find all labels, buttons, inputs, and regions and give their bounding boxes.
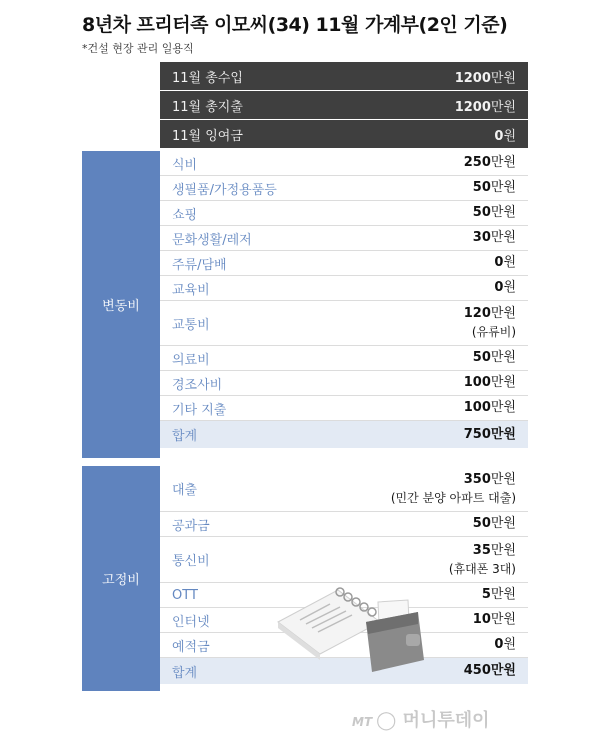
table-row (160, 276, 528, 301)
summary-value: 1200만원 (454, 70, 516, 86)
row-label: 기타 지출 (172, 402, 227, 418)
fixed-cost-label: 고정비 (82, 466, 160, 691)
table-row (160, 537, 528, 583)
row-label: 경조사비 (172, 377, 223, 393)
total-row (160, 421, 528, 448)
total-label: 합계 (172, 665, 198, 681)
row-label: 쇼핑 (172, 207, 198, 223)
row-value: 10만원 (472, 612, 516, 627)
summary-value: 1200만원 (454, 99, 516, 115)
summary-row-income (160, 62, 528, 90)
table-row (160, 201, 528, 226)
wallet-icon (366, 600, 424, 672)
row-note: (민간 분양 아파트 대출) (390, 490, 516, 505)
row-label: 인터넷 (172, 614, 210, 630)
table-row (160, 396, 528, 421)
logo-name: 머니투데이 (402, 710, 490, 731)
page-subtitle: *건설 현장 관리 일용직 (82, 42, 194, 55)
table-row (160, 176, 528, 201)
summary-row-surplus (160, 120, 528, 148)
summary-table (160, 62, 528, 149)
row-value: 250만원 (463, 155, 516, 170)
table-row (160, 301, 528, 346)
row-value: 350만원 (민간 분양 아파트 대출) (390, 471, 516, 505)
notebook-icon (278, 588, 380, 660)
row-value: 30만원 (472, 230, 516, 245)
total-label: 합계 (172, 429, 198, 444)
table-row (160, 371, 528, 396)
logo-swoosh-icon: ◯ (376, 710, 397, 731)
row-value: 100만원 (463, 400, 516, 415)
row-label: 식비 (172, 157, 198, 173)
summary-label: 11월 총지출 (172, 99, 243, 115)
row-value: 0원 (494, 280, 516, 295)
variable-cost-section (82, 151, 528, 458)
row-value: 0원 (494, 255, 516, 270)
row-value: 50만원 (472, 516, 516, 531)
row-value: 50만원 (472, 350, 516, 365)
row-value: 50만원 (472, 205, 516, 220)
row-label: 교육비 (172, 282, 210, 298)
row-label: OTT (172, 587, 198, 603)
variable-cost-rows (160, 151, 528, 448)
row-label: 교통비 (172, 317, 210, 333)
table-row (160, 151, 528, 176)
publisher-logo (352, 706, 490, 732)
page-title: 8년차 프리터족 이모씨(34) 11월 가계부(2인 기준) (82, 14, 508, 36)
row-label: 통신비 (172, 554, 210, 569)
table-row (160, 346, 528, 371)
notebook-wallet-illustration (268, 582, 438, 674)
row-label: 문화생활/레저 (172, 232, 252, 248)
row-value: 100만원 (463, 375, 516, 390)
table-row (160, 466, 528, 512)
row-label: 예적금 (172, 639, 210, 655)
summary-label: 11월 잉여금 (172, 128, 243, 144)
row-value: 50만원 (472, 180, 516, 195)
logo-prefix: MT (352, 715, 373, 729)
total-value: 450만원 (463, 663, 516, 678)
row-note: (휴대폰 3대) (448, 561, 516, 576)
row-label: 생필품/가정용품등 (172, 182, 277, 198)
row-value: 5만원 (481, 587, 516, 602)
row-label: 공과금 (172, 518, 210, 534)
table-row (160, 226, 528, 251)
row-value: 35만원 (휴대폰 3대) (448, 542, 516, 576)
summary-value: 0원 (494, 128, 516, 144)
row-label: 의료비 (172, 352, 210, 368)
row-value: 120만원 (유류비) (463, 306, 516, 339)
table-row (160, 512, 528, 537)
variable-cost-label: 변동비 (82, 151, 160, 458)
table-row (160, 251, 528, 276)
total-value: 750만원 (463, 426, 516, 442)
row-label: 주류/담배 (172, 257, 227, 273)
row-value: 0원 (494, 637, 516, 652)
row-note: (유류비) (471, 325, 516, 339)
summary-label: 11월 총수입 (172, 70, 243, 86)
summary-row-expense (160, 91, 528, 119)
row-label: 대출 (172, 483, 198, 498)
